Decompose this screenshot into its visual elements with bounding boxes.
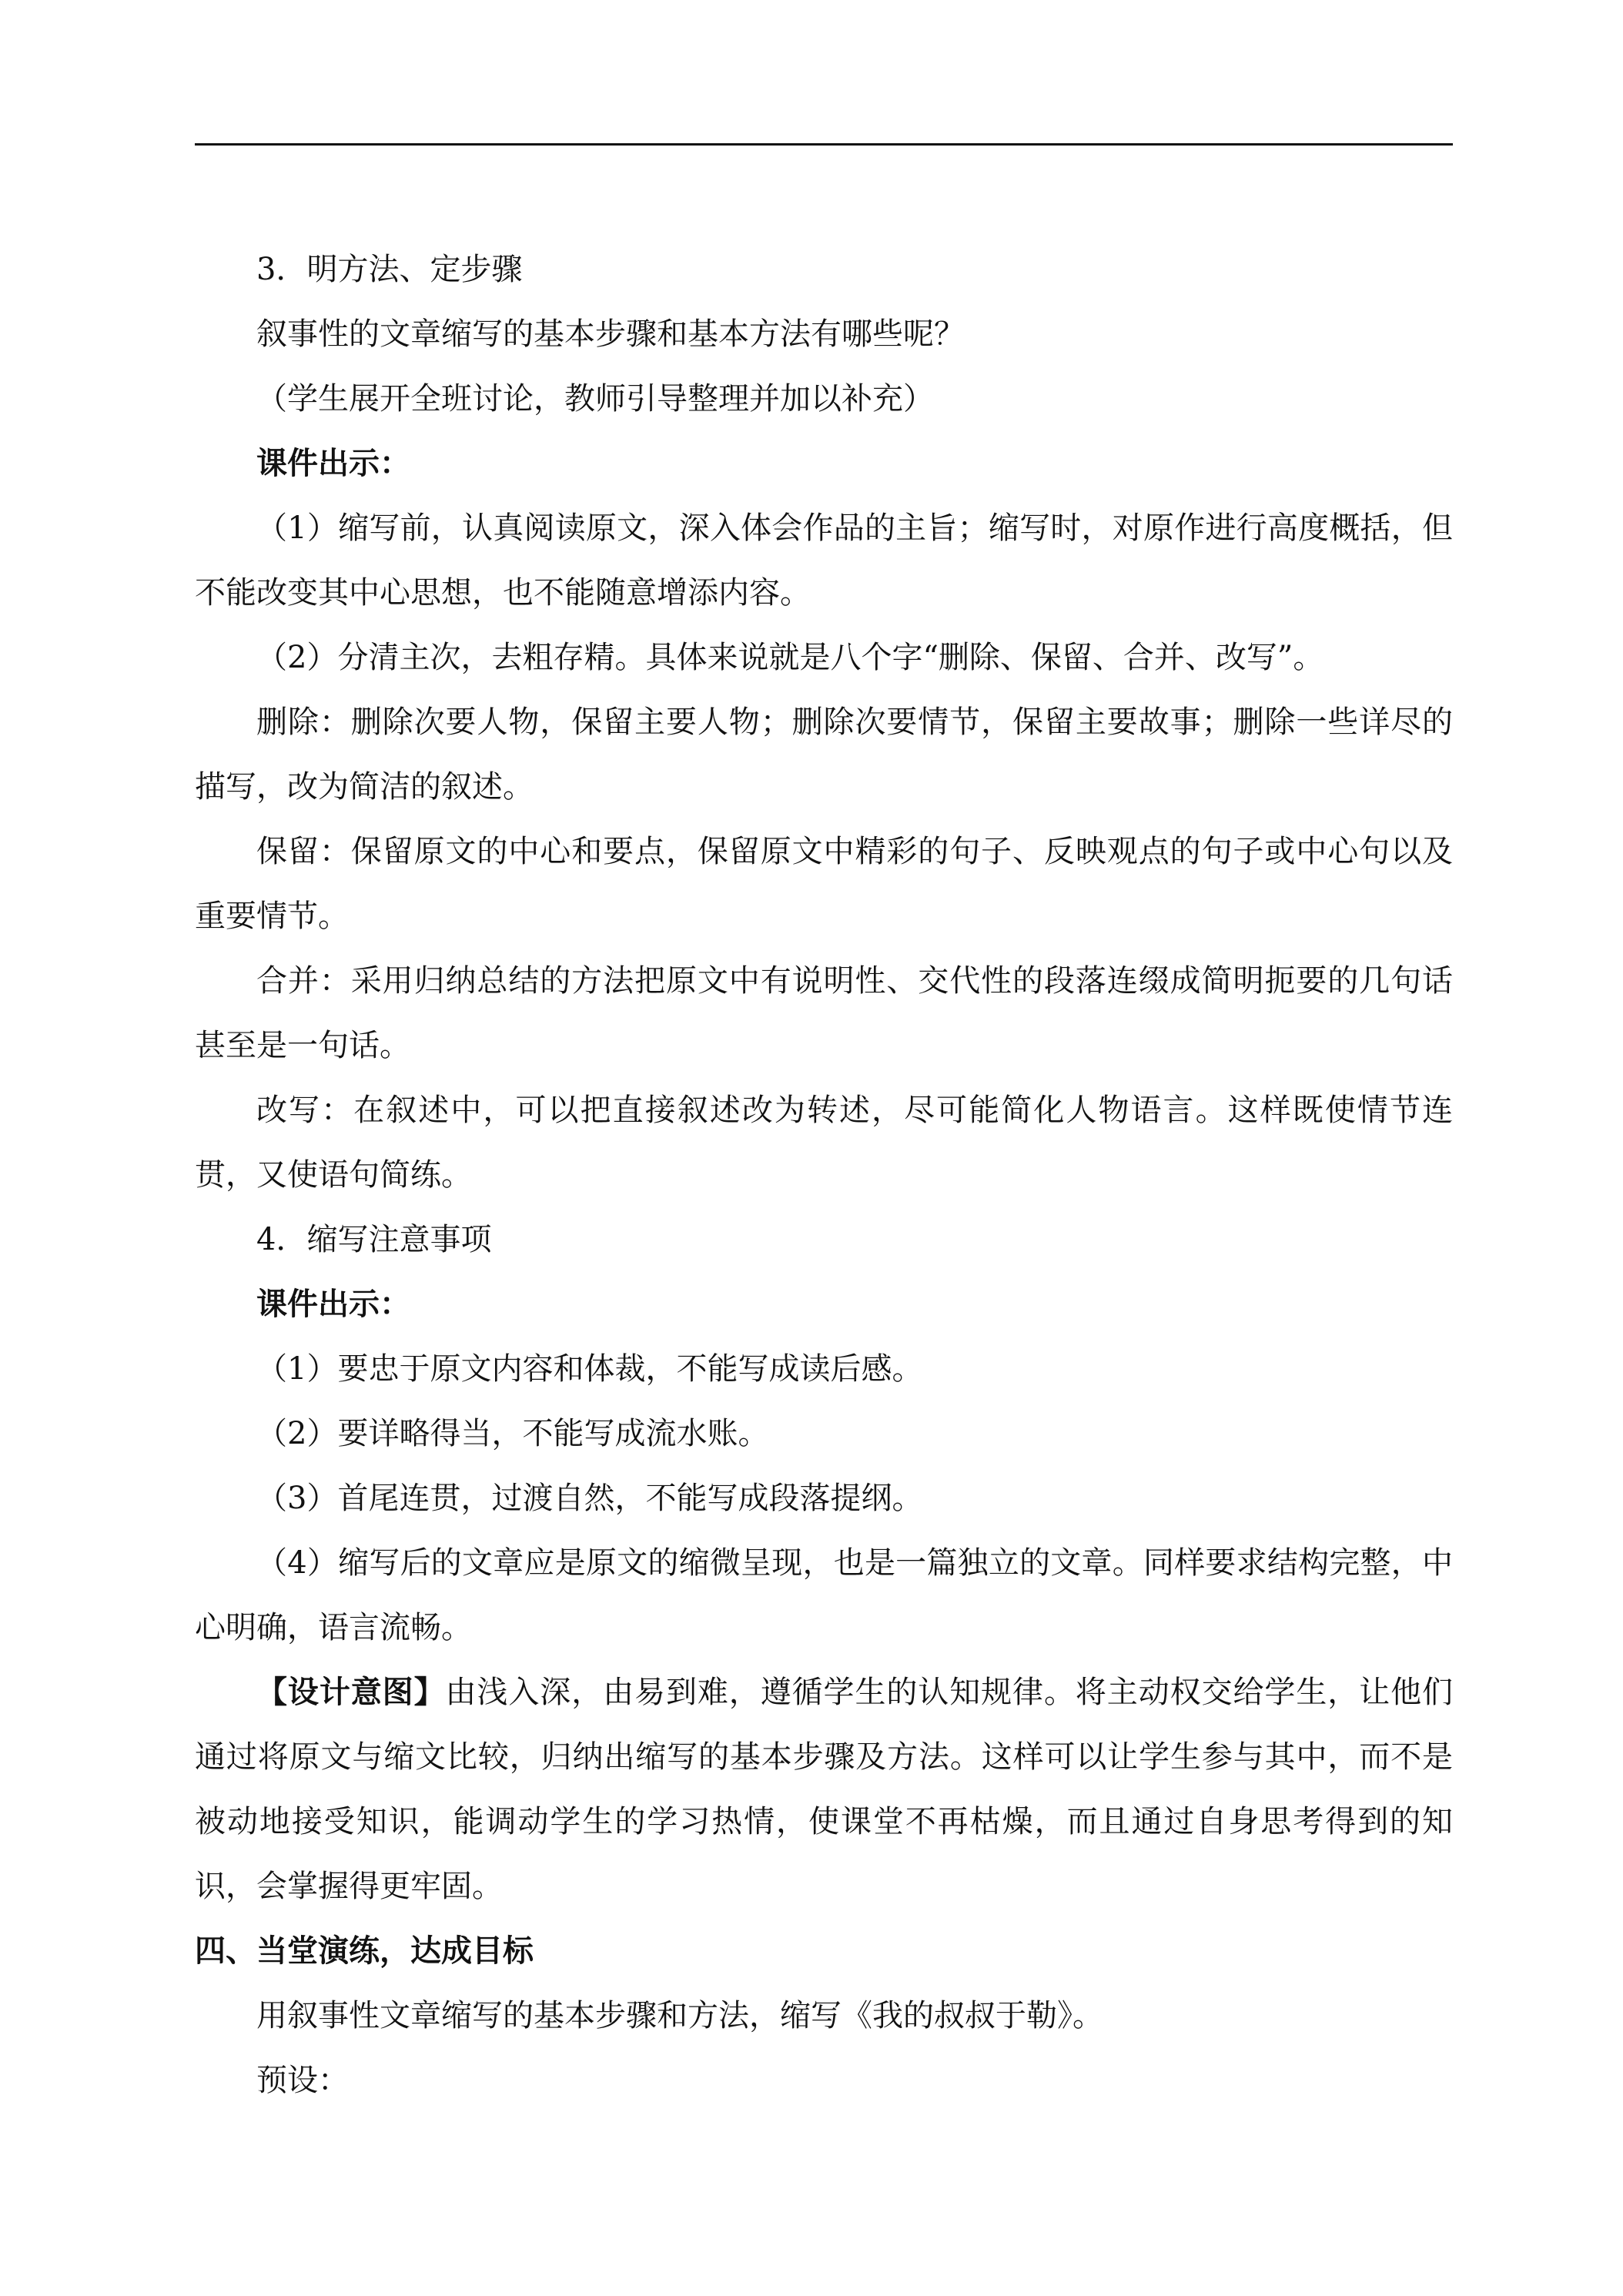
method-merge: 合并：采用归纳总结的方法把原文中有说明性、交代性的段落连缀成简明扼要的几句话甚至是一句话。 (195, 963, 1453, 1063)
section3-item-1: （1）缩写前，认真阅读原文，深入体会作品的主旨；缩写时，对原作进行高度概括，但不能改变其中心思想，也不能随意增添内容。 (195, 510, 1453, 611)
section3-courseware-label: 课件出示： (256, 445, 410, 481)
section4-item-3: （3）首尾连贯，过渡自然，不能写成段落提纲。 (256, 1481, 923, 1516)
part4-preset: 预设： (256, 2063, 349, 2098)
section4-item-2: （2）要详略得当，不能写成流水账。 (256, 1416, 769, 1451)
section4-heading: 4．缩写注意事项 (256, 1222, 492, 1257)
method-rewrite: 改写：在叙述中，可以把直接叙述改为转述，尽可能简化人物语言。这样既使情节连贯，又使语句简练。 (195, 1093, 1453, 1193)
section3-question: 叙事性的文章缩写的基本步骤和基本方法有哪些呢？ (256, 316, 965, 352)
document-body (195, 237, 1453, 2113)
section4-item-4: （4）缩写后的文章应是原文的缩微呈现，也是一篇独立的文章。同样要求结构完整，中心明确，语言流畅。 (195, 1545, 1453, 1645)
part4-task: 用叙事性文章缩写的基本步骤和方法，缩写《我的叔叔于勒》。 (256, 1998, 1103, 2033)
section3-item-2: （2）分清主次，去粗存精。具体来说就是八个字“删除、保留、合并、改写”。 (256, 640, 1324, 675)
design-intent-text: 由浅入深，由易到难，遵循学生的认知规律。将主动权交给学生，让他们通过将原文与缩文比较，归纳出缩写的基本步骤及方法。这样可以让学生参与其中，而不是被动地接受知识，能调动学生的学习热情，使课堂不再枯燥，而且通过自身思考得到的知识，会掌握得更牢固。 (195, 1675, 1454, 1904)
part4-heading: 四、当堂演练，达成目标 (195, 1933, 534, 1969)
section3-heading: 3．明方法、定步骤 (256, 252, 523, 287)
section3-note: （学生展开全班讨论，教师引导整理并加以补充） (256, 381, 934, 417)
design-intent-paragraph (195, 1660, 1453, 1919)
section4-item-1: （1）要忠于原文内容和体裁，不能写成读后感。 (256, 1351, 923, 1387)
method-keep: 保留：保留原文的中心和要点，保留原文中精彩的句子、反映观点的句子或中心句以及重要情节。 (195, 834, 1453, 934)
section4-courseware-label: 课件出示： (256, 1286, 410, 1322)
header-rule (195, 143, 1453, 146)
design-intent-label: 【设计意图】 (256, 1674, 446, 1710)
method-delete: 删除：删除次要人物，保留主要人物；删除次要情节，保留主要故事；删除一些详尽的描写，改为简洁的叙述。 (195, 705, 1453, 805)
